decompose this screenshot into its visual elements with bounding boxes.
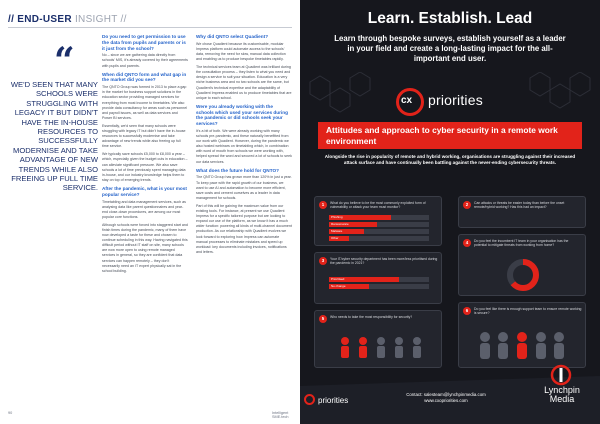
survey-panel-1 [314, 196, 442, 246]
panel-question: What do you believe to be the most commonly exploited form of vulnerability or attack your team must monitor? [330, 201, 426, 210]
cx-logo-mark: cx [401, 95, 413, 106]
interview-question: When did QNTO form and what gap in the market did you see? [102, 71, 187, 83]
interview-question: After the pandemic, what is your most popular service? [102, 185, 187, 197]
interview-answer: The QNTO Group was formed in 2013 to place a gap in the market for business support solutions in the education sector providing managed services for everything from most income to timetables. We also provide data consultancy for areas such as personnel and payroll issues, as well as data services and Power BI services. [102, 85, 188, 120]
panel-number: 2 [463, 201, 471, 209]
media-word: Media [549, 394, 575, 404]
panel-question: Can attacks or threats be easier today than before the onset remote/hybrid working? Has this had an impact? [474, 201, 565, 210]
people-group-icon [473, 325, 573, 365]
panel-number: 6 [463, 307, 471, 315]
interview-answer: Part of this will be gaining the maximum value from our existing tools. For instance, at present we use Quadient Impress for a specific tailored purpose but are looking to expand our use of the platform, as we know it has a much wider function: powering all kinds of multi-channel document production. As our relationship with Quadient evolves we look forward to exploring how Impress can automate manual processes to eliminate mistakes and speed up workload: key documents including invoices, notifications and letters. [196, 203, 292, 254]
interview-answer: The QNTO Group has grown more than 120% in just a year. To keep pace with the rapid growth of our business, we want to use AI and automation to become more efficient, save costs and cement ourselves as a leader in data management for schools. [196, 175, 292, 200]
bar-row [329, 229, 429, 234]
interview-answer: Although schools were forced into staggered start and finish times during the pandemic, many of them have now developed a taste for these and chosen to continue scheduling in this way. Having navigated this difficult period without IT staff on site, many schools are now more open to using remote managed services in general, so they are confident that data services can happen remotely – they don't necessarily need an IT expert physically sat in the school building. [102, 222, 188, 273]
panel-question: Do you feel the incumbent IT team in your organisation has the potential to mitigate threats from working from home? [474, 239, 569, 248]
panel-number: 1 [319, 201, 327, 209]
bar-label: Prioritised [331, 277, 345, 281]
publication-name: Intelligent SME.tech [272, 411, 289, 419]
bar-row [329, 222, 429, 227]
footer-logo-text: priorities [318, 396, 349, 405]
contact-email: Contact: salesteam@lynchpinmedia.com [406, 392, 486, 397]
interview-answer: Essentially, we'd seen that many schools were struggling with legacy IT but didn't have the in-house resources to successfully modernise and take advantage of new trends while also freeing up full time service. [102, 123, 186, 149]
contact-info [366, 392, 526, 404]
interview-question: Were you already working with the schools which used your services during the pandemic or did schools seek your services? [196, 103, 288, 127]
panel-number: 3 [319, 257, 327, 265]
lynchpin-media-logo [532, 386, 592, 404]
panel-question: Do you feel like there is enough support team to ensure remote working is secure? [474, 307, 582, 316]
priorities-logo-text: priorities [428, 92, 483, 108]
panel-number: 5 [319, 315, 327, 323]
interview-question: What does the future hold for QNTO? [196, 167, 279, 173]
interview-answer: It's a bit of both. We were already working with many schools pre-pandemic, and these naturally benefitted from our work with Quadient. However, during the pandemic we also hosted webinars on timetabling which, in combination with word of mouth from schools we were working with, helped spread the word and secured a lot of schools to seek our data services. [196, 129, 292, 164]
lynchpin-logo-icon [550, 364, 572, 386]
footer-cx-logo-icon [304, 394, 315, 405]
interview-answer: No – since we are gathering data directly from schools' MIS, it's already covered by their agreements with pupils and parents. [102, 53, 188, 68]
survey-banner: Attitudes and approach to cyber security in a remote work environment [318, 122, 582, 149]
interview-question: Do you need to get permission to use the data from pupils and parents or is it just from the school? [102, 34, 186, 51]
bar-label: Phishing [331, 215, 343, 219]
bar-row [329, 236, 429, 241]
bar-label: Other [331, 236, 339, 240]
interview-answer: Timetabling and data management services, such as analysing data like parent questionnaires and year-end close-down procedures, are among our most popular core functions. [102, 199, 186, 219]
header-divider [8, 27, 292, 28]
lynchpin-word: Lynchpin [544, 385, 580, 395]
article-column-a [102, 34, 188, 277]
survey-panel-4 [458, 234, 586, 296]
interview-answer: We chose Quadient because its customisable, modular Impress platform could automate access to the schools' data, removing the need for slow, manual data collection and enabling us to produce bespoke timetables rapidly. [196, 41, 286, 62]
quote-mark-icon: “ [54, 40, 75, 82]
survey-panel-5 [314, 310, 442, 368]
page-number: 90 [8, 411, 13, 415]
section-prefix: // END-USER [8, 14, 72, 25]
pull-quote: WE'D SEEN THAT MANY SCHOOLS WERE STRUGGLING WITH LEGACY IT BUT DIDN'T HAVE THE IN-HOUSE RESOURCES TO SUCCESSFULLY MODERNISE AND TAKE ADVANTAGE OF NEW TRENDS WHILE ALSO FREEING UP FULL TIME SERVICE. [10, 80, 98, 193]
panel-question: Who needs to take the most responsibility for security? [330, 315, 413, 319]
bar-label: No change [331, 284, 346, 288]
interview-answer: The technical services team at Quadient was brilliant during the consultation process – they listen to what you need and design a service to suit your situation. Education is a very niche business area and no two schools are the same, but Quadient's technical expertise and the adaptability of Quadient Impress enabled us to produce timetables that are unique to each school. [196, 65, 292, 100]
bar-label: Malware [331, 229, 343, 233]
people-icon [335, 331, 425, 365]
survey-panel-6 [458, 302, 586, 368]
bar-row [329, 277, 429, 282]
survey-intro: Alongside the rise in popularity of remote and hybrid working, organisations are struggling against their increased attack surface and have continually been battling against the never-ending cybersecurity threats. [324, 154, 576, 165]
advert-page [300, 0, 600, 424]
panel-number: 4 [463, 239, 471, 247]
section-suffix: INSIGHT // [74, 14, 127, 25]
survey-panel-2 [458, 196, 586, 228]
contact-website: www.cxopriorities.com [424, 398, 468, 403]
advert-subhead: Learn through bespoke surveys, establish yourself as a leader in your field and create a long-lasting impact for the all-important end user. [334, 34, 566, 63]
interview-question: Why did QNTO select Quadient? [196, 34, 269, 39]
bar-row [329, 284, 429, 289]
panel-question: Your IT/cyber security department has been more/less prioritised during the pandemic in 2021? [330, 257, 438, 266]
advert-headline: Learn. Establish. Lead [367, 10, 533, 27]
article-column-b [196, 34, 292, 258]
section-header [8, 14, 127, 25]
donut-chart [503, 257, 543, 293]
interview-answer: We typically save schools £5,000 to £8,000 a year – which, especially given the budget cuts in education – can alleviate significant pressure. We also save schools a lot of time previously spent managing data in-house, and our industry knowledge helps them to stay on top of emerging trends. [102, 152, 188, 182]
bar-label: Ransomware [331, 222, 349, 226]
bar-row [329, 215, 429, 220]
survey-panel-3 [314, 252, 442, 304]
